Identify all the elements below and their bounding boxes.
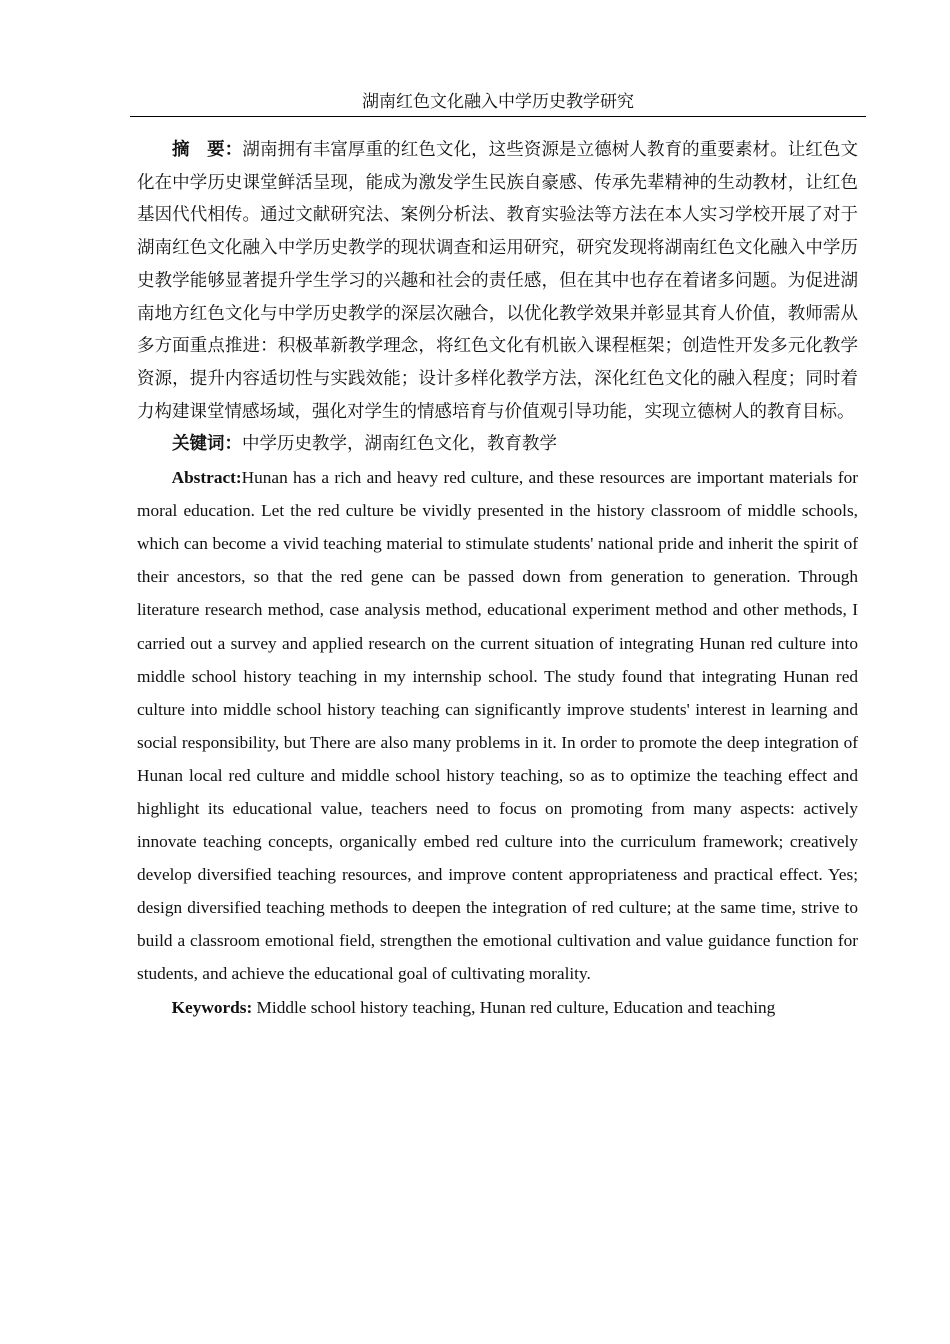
chinese-keywords-label: 关键词： xyxy=(172,434,242,455)
chinese-keywords xyxy=(137,428,858,461)
running-header: 湖南红色文化融入中学历史教学研究 xyxy=(130,90,866,117)
english-keywords xyxy=(137,991,858,1024)
english-abstract-text: Hunan has a rich and heavy red culture, and these resources are important materials for moral education. Let the red culture be vividly presented in the history classroom of middle schools, which can become a vivid teaching material to stimulate students' national pride and inherit the spirit of their ancestors, so that the red gene can be passed down from generation to generation. Through literature research method, case analysis method, educational experiment method and other methods, I carried out a survey and applied research on the current situation of integrating Hunan red culture into middle school history teaching in my internship school. The study found that integrating Hunan red culture into middle school history teaching can significantly improve students' interest in learning and social responsibility, but There are also many problems in it. In order to promote the deep integration of Hunan local red culture and middle school history teaching, so as to optimize the teaching effect and highlight its educational value, teachers need to focus on promoting from many aspects: actively innovate teaching concepts, organically embed red culture into the curriculum framework; creatively develop diversified teaching resources, and improve content appropriateness and practical effect. Yes; design diversified teaching methods to deepen the integration of red culture; at the same time, strive to build a classroom emotional field, strengthen the emotional cultivation and value guidance function for students, and achieve the educational goal of cultivating morality. xyxy=(137,468,858,984)
english-keywords-label: Keywords: xyxy=(171,997,253,1017)
english-abstract xyxy=(137,461,858,991)
chinese-keywords-text: 中学历史教学，湖南红色文化，教育教学 xyxy=(242,434,557,455)
english-keywords-text: Middle school history teaching, Hunan red culture, Education and teaching xyxy=(252,997,776,1017)
abstract-section xyxy=(137,134,858,1024)
chinese-abstract-label: 摘 要： xyxy=(172,140,243,160)
chinese-abstract xyxy=(137,134,858,428)
chinese-abstract-text: 湖南拥有丰富厚重的红色文化，这些资源是立德树人教育的重要素材。让红色文化在中学历史课堂鲜活呈现，能成为激发学生民族自豪感、传承先辈精神的生动教材，让红色基因代代相传。通过文献研究法、案例分析法、教育实验法等方法在本人实习学校开展了对于湖南红色文化融入中学历史教学的现状调查和运用研究，研究发现将湖南红色文化融入中学历史教学能够显著提升学生学习的兴趣和社会的责任感，但在其中也存在着诸多问题。为促进湖南地方红色文化与中学历史教学的深层次融合，以优化教学效果并彰显其育人价值，教师需从多方面重点推进：积极革新教学理念，将红色文化有机嵌入课程框架；创造性开发多元化教学资源，提升内容适切性与实践效能；设计多样化教学方法，深化红色文化的融入程度；同时着力构建课堂情感场域，强化对学生的情感培育与价值观引导功能，实现立德树人的教育目标。 xyxy=(137,140,859,422)
english-abstract-label: Abstract: xyxy=(171,468,242,488)
